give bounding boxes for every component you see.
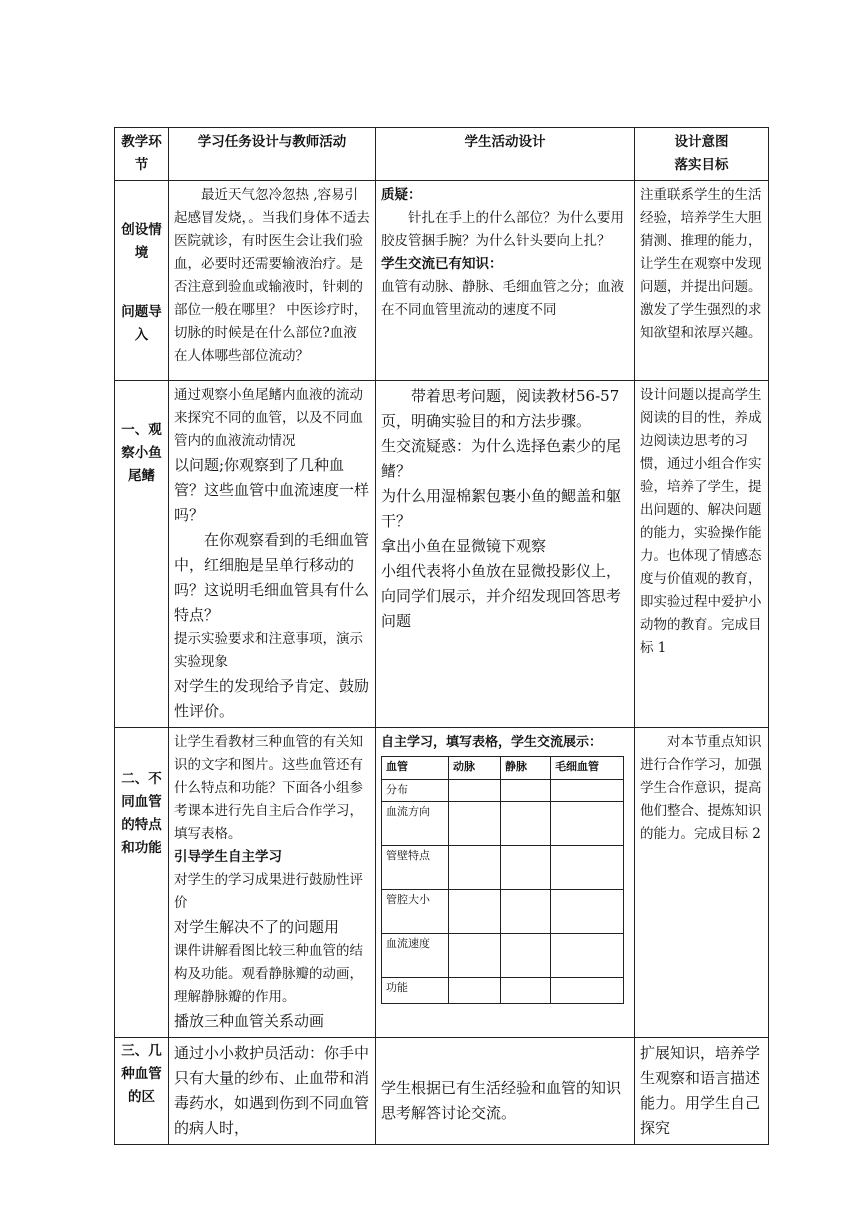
header-design-intent	[635, 128, 769, 181]
vessel-table-cell[interactable]	[501, 780, 551, 802]
vessel-table-label: 血流方向	[382, 802, 449, 846]
vessel-table-h3: 毛细血管	[551, 757, 624, 780]
intent-fish-text: 设计问题以提高学生阅读的目的性，养成边阅读边思考的习惯，通过小组合作实验，培养了学生，提出问题的、解决问题的能力，实验操作能力。也体现了情感态度与价值观的教育，即实验过程中爱护小动物的教育。完成目标 1	[640, 387, 762, 656]
section-situation-a: 创设情境	[121, 222, 162, 261]
student-situation	[376, 181, 635, 381]
teacher-vessel-p3: 对学生的学习成果进行鼓励性评价	[174, 872, 363, 911]
vessel-table-cell[interactable]	[501, 802, 551, 846]
vessel-comparison-table	[381, 756, 624, 1004]
teacher-vessel-p2: 引导学生自主学习	[174, 849, 282, 865]
student-vessel-heading: 自主学习，填写表格，学生交流展示：	[381, 735, 603, 750]
vessel-table-row	[382, 780, 624, 802]
section-situation	[115, 181, 169, 381]
vessel-table-h2: 静脉	[501, 757, 551, 780]
vessel-table-h1: 动脉	[449, 757, 501, 780]
header-intent-line2: 落实目标	[674, 157, 729, 173]
row-vessel-distinguish	[115, 1038, 769, 1145]
vessel-table-row	[382, 890, 624, 934]
student-situation-p2: 血管有动脉、静脉、毛细血管之分；血液在不同血管里流动的速度不同	[381, 279, 624, 318]
vessel-table-row	[382, 846, 624, 890]
student-situation-p1: 针扎在手上的什么部位？为什么要用胶皮管捆手腕？为什么针头要向上扎？	[381, 210, 624, 249]
student-vessel-features	[376, 728, 635, 1038]
teacher-situation	[169, 181, 376, 381]
teacher-vessel-distinguish	[169, 1038, 376, 1145]
lesson-plan-table	[114, 127, 769, 1145]
vessel-table-label: 分布	[382, 780, 449, 802]
vessel-table-cell[interactable]	[449, 802, 501, 846]
header-teaching-phase: 教学环节	[115, 128, 169, 181]
vessel-table-cell[interactable]	[449, 934, 501, 978]
vessel-table-cell[interactable]	[551, 890, 624, 934]
student-fish-p4: 拿出小鱼在显微镜下观察	[381, 537, 547, 555]
header-row	[115, 128, 769, 181]
vessel-table-label: 血流速度	[382, 934, 449, 978]
teacher-vessel-p5: 课件讲解看图比较三种血管的结构及功能。观看静脉瓣的动画，理解静脉瓣的作用。	[174, 943, 363, 1005]
student-situation-h1: 质疑：	[381, 187, 422, 203]
vessel-table-cell[interactable]	[551, 802, 624, 846]
header-student-activity: 学生活动设计	[376, 128, 635, 181]
teacher-situation-text: 最近天气忽冷忽热 ,容易引起感冒发烧，。当我们身体不适去医院就诊，有时医生会让我们验血，必要时还需要输液治疗。是否注意到验血或输液时，针刺的部位一般在哪里？ 中医诊疗时，切脉的时候是在什么部位?血液在人体哪些部位流动？	[174, 187, 370, 364]
intent-vessel-distinguish	[635, 1038, 769, 1145]
intent-distinguish-text: 扩展知识，培养学生观察和语言描述能力。用学生自己探究	[640, 1044, 761, 1137]
student-fish-p3: 为什么用湿棉絮包裹小鱼的鳃盖和躯干？	[381, 487, 622, 530]
teacher-fish-p1: 通过观察小鱼尾鳍内血液的流动来探究不同的血管，以及不同血管内的血液流动情况	[174, 387, 363, 449]
header-intent-line1: 设计意图	[674, 134, 729, 150]
teacher-vessel-p6: 播放三种血管关系动画	[174, 1012, 325, 1030]
vessel-table-cell[interactable]	[449, 978, 501, 1004]
student-fish-p1: 带着思考问题，阅读教材56-57页，明确实验目的和方法步骤。	[381, 387, 620, 430]
section-vessel-features-label: 二、不同血管的特点和功能	[121, 771, 162, 856]
intent-vessel-text: 对本节重点知识进行合作学习，加强学生合作意识，提高他们整合、提炼知识的能力。完成目标 2	[640, 734, 762, 842]
vessel-table-cell[interactable]	[501, 890, 551, 934]
section-vessel-features	[115, 728, 169, 1038]
vessel-table-cell[interactable]	[551, 846, 624, 890]
teacher-vessel-p4: 对学生解决不了的问题用	[174, 918, 340, 936]
vessel-table-row	[382, 978, 624, 1004]
vessel-table-row	[382, 802, 624, 846]
vessel-table-row	[382, 934, 624, 978]
section-observe-fish	[115, 381, 169, 728]
intent-situation	[635, 181, 769, 381]
teacher-vessel-features	[169, 728, 376, 1038]
student-fish-p2: 生交流疑惑：为什么选择色素少的尾鳍？	[381, 437, 622, 480]
vessel-table-cell[interactable]	[501, 934, 551, 978]
student-observe-fish	[376, 381, 635, 728]
teacher-fish-p5: 对学生的发现给予肯定、鼓励性评价。	[174, 677, 370, 720]
section-situation-b: 问题导入	[121, 304, 162, 343]
vessel-table-cell[interactable]	[449, 846, 501, 890]
vessel-table-label: 管壁特点	[382, 846, 449, 890]
vessel-table-cell[interactable]	[501, 846, 551, 890]
vessel-table-cell[interactable]	[449, 890, 501, 934]
section-vessel-distinguish	[115, 1038, 169, 1145]
vessel-table-cell[interactable]	[501, 978, 551, 1004]
vessel-table-cell[interactable]	[449, 780, 501, 802]
student-vessel-distinguish	[376, 1038, 635, 1145]
vessel-table-cell[interactable]	[551, 978, 624, 1004]
vessel-table-cell[interactable]	[551, 780, 624, 802]
vessel-table-label: 功能	[382, 978, 449, 1004]
intent-vessel-features	[635, 728, 769, 1038]
section-observe-fish-label: 一、观察小鱼尾鳍	[121, 422, 162, 484]
vessel-table-h0: 血管	[382, 757, 449, 780]
student-situation-h2: 学生交流已有知识：	[381, 256, 503, 272]
student-fish-p5: 小组代表将小鱼放在显微投影仪上，向同学们展示，并介绍发现回答思考问题	[381, 562, 622, 630]
row-vessel-features	[115, 728, 769, 1038]
intent-situation-text: 注重联系学生的生活经验，培养学生大胆猜测、推理的能力，让学生在观察中发现问题，并提出问题。激发了学生强烈的求知欲望和浓厚兴趣。	[640, 187, 762, 341]
teacher-fish-p3: 在你观察看到的毛细血管中，红细胞是呈单行移动的吗？这说明毛细血管具有什么特点？	[174, 531, 370, 624]
header-teacher-activity: 学习任务设计与教师活动	[169, 128, 376, 181]
student-distinguish-text: 学生根据已有生活经验和血管的知识思考解答讨论交流。	[381, 1079, 622, 1122]
intent-observe-fish	[635, 381, 769, 728]
teacher-observe-fish	[169, 381, 376, 728]
teacher-fish-p2: 以问题;你观察到了几种血管？这些血管中血流速度一样吗？	[174, 456, 370, 524]
row-situation	[115, 181, 769, 381]
teacher-fish-p4: 提示实验要求和注意事项，演示实验现象	[174, 631, 363, 670]
vessel-table-label: 管腔大小	[382, 890, 449, 934]
row-observe-fish	[115, 381, 769, 728]
section-vessel-distinguish-label: 三、几种血管的区	[121, 1043, 162, 1105]
teacher-vessel-p1: 让学生看教材三种血管的有关知识的文字和图片。这些血管还有什么特点和功能？下面各小组参考课本进行先自主后合作学习，填写表格。	[174, 734, 363, 842]
vessel-table-header	[382, 757, 624, 780]
teacher-distinguish-text: 通过小小救护员活动：你手中只有大量的纱布、止血带和消毒药水，如遇到伤到不同血管的病人时，	[174, 1044, 370, 1137]
vessel-table-cell[interactable]	[551, 934, 624, 978]
